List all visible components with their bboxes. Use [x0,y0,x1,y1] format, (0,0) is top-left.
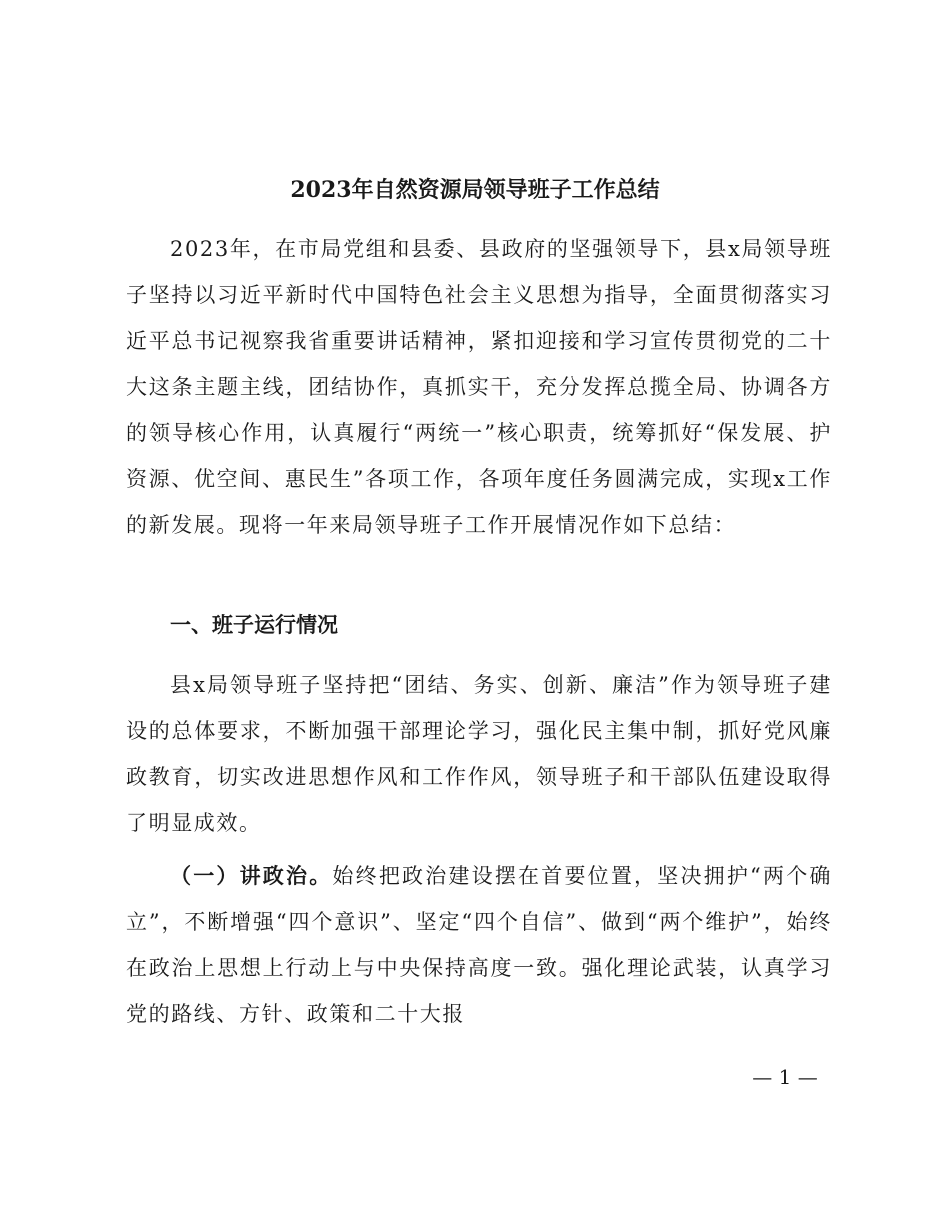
subsection1-lead: （一）讲政治。 [170,863,333,888]
subsection1-paragraph [126,853,832,1037]
page-number: — 1 — [752,1065,818,1089]
intro-paragraph: 2023年，在市局党组和县委、县政府的坚强领导下，县x局领导班子坚持以习近平新时代中国特色社会主义思想为指导，全面贯彻落实习近平总书记视察我省重要讲话精神，紧扣迎接和学习宣传贯彻党的二十大这条主题主线，团结协作，真抓实干，充分发挥总揽全局、协调各方的领导核心作用，认真履行“两统一”核心职责，统筹抓好“保发展、护资源、优空间、惠民生”各项工作，各项年度任务圆满完成，实现x工作的新发展。现将一年来局领导班子工作开展情况作如下总结： [126,237,832,537]
document-title: 2023年自然资源局领导班子工作总结 [290,177,660,203]
section-heading-1: 一、班子运行情况 [170,613,338,637]
section1-paragraph: 县x局领导班子坚持把“团结、务实、创新、廉洁”作为领导班子建设的总体要求，不断加强干部理论学习，强化民主集中制，抓好党风廉政教育，切实改进思想作风和工作作风，领导班子和干部队伍建设取得了明显成效。 [126,673,832,835]
subsection1-text: 始终把政治建设摆在首要位置，坚决拥护“两个确立”，不断增强“四个意识”、坚定“四个自信”、做到“两个维护”，始终在政治上思想上行动上与中央保持高度一致。强化理论武装，认真学习党的路线、方针、政策和二十大报 [126,864,833,1026]
